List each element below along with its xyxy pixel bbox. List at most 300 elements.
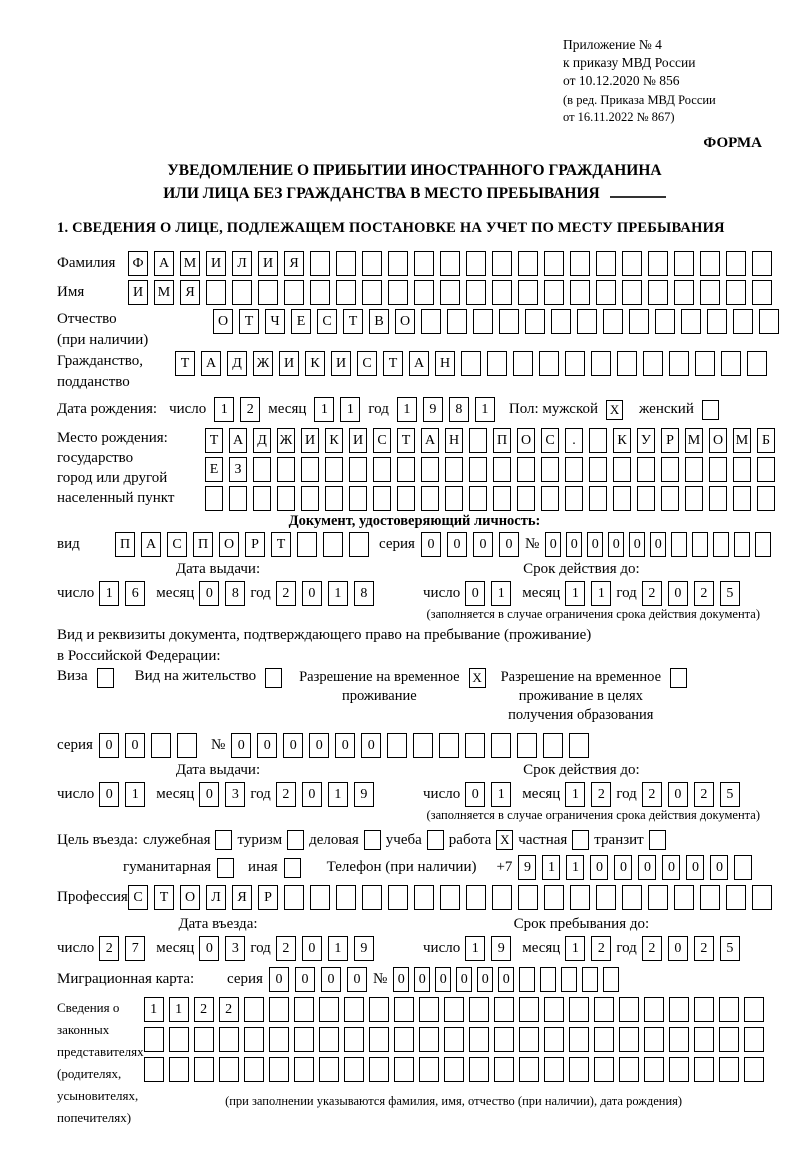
form-cell[interactable]: 2 bbox=[591, 936, 611, 961]
form-cell[interactable] bbox=[344, 997, 364, 1022]
form-cell[interactable]: 1 bbox=[491, 782, 511, 807]
form-cell[interactable] bbox=[700, 885, 720, 910]
form-cell[interactable]: С bbox=[373, 428, 391, 453]
form-cell[interactable] bbox=[344, 1057, 364, 1082]
form-cell[interactable] bbox=[258, 280, 278, 305]
form-cell[interactable]: М bbox=[733, 428, 751, 453]
form-cell[interactable]: 0 bbox=[257, 733, 277, 758]
form-cell[interactable]: С bbox=[128, 885, 148, 910]
form-cell[interactable]: О bbox=[213, 309, 233, 334]
form-cell[interactable]: 0 bbox=[309, 733, 329, 758]
form-cell[interactable]: 2 bbox=[694, 581, 714, 606]
form-cell[interactable] bbox=[310, 251, 330, 276]
checkbox-edu-permit[interactable] bbox=[670, 668, 687, 688]
form-cell[interactable] bbox=[569, 1057, 589, 1082]
form-cell[interactable] bbox=[277, 457, 295, 482]
form-cell[interactable]: 0 bbox=[302, 581, 322, 606]
form-cell[interactable] bbox=[613, 457, 631, 482]
form-cell[interactable] bbox=[544, 280, 564, 305]
form-cell[interactable]: 0 bbox=[199, 936, 219, 961]
form-cell[interactable] bbox=[269, 997, 289, 1022]
form-cell[interactable] bbox=[310, 280, 330, 305]
form-cell[interactable] bbox=[301, 486, 319, 511]
form-cell[interactable] bbox=[603, 967, 619, 992]
form-cell[interactable] bbox=[517, 733, 537, 758]
form-cell[interactable]: 3 bbox=[225, 936, 245, 961]
form-cell[interactable]: 2 bbox=[694, 936, 714, 961]
form-cell[interactable]: 1 bbox=[475, 397, 495, 422]
form-cell[interactable] bbox=[637, 457, 655, 482]
form-cell[interactable] bbox=[544, 251, 564, 276]
form-cell[interactable]: А bbox=[229, 428, 247, 453]
form-cell[interactable] bbox=[643, 351, 663, 376]
form-cell[interactable]: 1 bbox=[328, 936, 348, 961]
form-cell[interactable]: 0 bbox=[545, 532, 561, 557]
form-cell[interactable] bbox=[589, 457, 607, 482]
form-cell[interactable] bbox=[519, 1057, 539, 1082]
form-cell[interactable]: 0 bbox=[99, 782, 119, 807]
form-cell[interactable]: 0 bbox=[686, 855, 704, 880]
form-cell[interactable] bbox=[648, 885, 668, 910]
form-cell[interactable] bbox=[492, 280, 512, 305]
checkbox-female[interactable] bbox=[702, 400, 719, 420]
form-cell[interactable] bbox=[466, 280, 486, 305]
form-cell[interactable] bbox=[637, 486, 655, 511]
form-cell[interactable] bbox=[465, 733, 485, 758]
form-cell[interactable] bbox=[397, 486, 415, 511]
form-cell[interactable] bbox=[648, 280, 668, 305]
form-cell[interactable]: Т bbox=[397, 428, 415, 453]
form-cell[interactable] bbox=[565, 351, 585, 376]
form-cell[interactable]: О bbox=[395, 309, 415, 334]
checkbox-residence-permit[interactable] bbox=[265, 668, 282, 688]
form-cell[interactable]: 8 bbox=[225, 581, 245, 606]
form-cell[interactable] bbox=[362, 885, 382, 910]
form-cell[interactable] bbox=[284, 885, 304, 910]
form-cell[interactable]: К bbox=[305, 351, 325, 376]
form-cell[interactable]: 5 bbox=[720, 936, 740, 961]
form-cell[interactable] bbox=[541, 457, 559, 482]
form-cell[interactable]: 0 bbox=[498, 967, 514, 992]
form-cell[interactable]: З bbox=[229, 457, 247, 482]
form-cell[interactable]: 0 bbox=[361, 733, 381, 758]
form-cell[interactable]: 0 bbox=[447, 532, 467, 557]
form-cell[interactable]: 0 bbox=[302, 936, 322, 961]
form-cell[interactable] bbox=[447, 309, 467, 334]
form-cell[interactable] bbox=[492, 251, 512, 276]
form-cell[interactable] bbox=[493, 486, 511, 511]
form-cell[interactable]: 2 bbox=[276, 782, 296, 807]
form-cell[interactable] bbox=[419, 997, 439, 1022]
form-cell[interactable] bbox=[369, 997, 389, 1022]
form-cell[interactable]: И bbox=[279, 351, 299, 376]
form-cell[interactable] bbox=[570, 251, 590, 276]
form-cell[interactable] bbox=[734, 532, 750, 557]
form-cell[interactable] bbox=[494, 997, 514, 1022]
form-cell[interactable]: 1 bbox=[328, 581, 348, 606]
form-cell[interactable] bbox=[151, 733, 171, 758]
form-cell[interactable]: 9 bbox=[518, 855, 536, 880]
form-cell[interactable] bbox=[713, 532, 729, 557]
form-cell[interactable]: 2 bbox=[642, 936, 662, 961]
form-cell[interactable]: 0 bbox=[650, 532, 666, 557]
form-cell[interactable] bbox=[499, 309, 519, 334]
form-cell[interactable] bbox=[349, 486, 367, 511]
checkbox-visa[interactable] bbox=[97, 668, 114, 688]
form-cell[interactable] bbox=[466, 251, 486, 276]
form-cell[interactable] bbox=[622, 251, 642, 276]
form-cell[interactable]: 0 bbox=[590, 855, 608, 880]
form-cell[interactable] bbox=[394, 1057, 414, 1082]
form-cell[interactable] bbox=[565, 486, 583, 511]
form-cell[interactable]: Я bbox=[284, 251, 304, 276]
form-cell[interactable]: 0 bbox=[566, 532, 582, 557]
form-cell[interactable] bbox=[594, 1057, 614, 1082]
form-cell[interactable] bbox=[491, 733, 511, 758]
form-cell[interactable]: Т bbox=[271, 532, 291, 557]
form-cell[interactable]: 0 bbox=[302, 782, 322, 807]
form-cell[interactable] bbox=[494, 1057, 514, 1082]
form-cell[interactable]: 1 bbox=[125, 782, 145, 807]
form-cell[interactable]: 1 bbox=[314, 397, 334, 422]
form-cell[interactable] bbox=[733, 309, 753, 334]
form-cell[interactable] bbox=[394, 997, 414, 1022]
form-cell[interactable] bbox=[349, 532, 369, 557]
form-cell[interactable] bbox=[561, 967, 577, 992]
form-cell[interactable] bbox=[518, 280, 538, 305]
form-cell[interactable] bbox=[755, 532, 771, 557]
form-cell[interactable] bbox=[719, 1057, 739, 1082]
form-cell[interactable] bbox=[539, 351, 559, 376]
form-cell[interactable] bbox=[473, 309, 493, 334]
form-cell[interactable] bbox=[466, 885, 486, 910]
form-cell[interactable] bbox=[694, 1027, 714, 1052]
form-cell[interactable] bbox=[244, 1057, 264, 1082]
form-cell[interactable] bbox=[726, 280, 746, 305]
form-cell[interactable] bbox=[629, 309, 649, 334]
form-cell[interactable] bbox=[487, 351, 507, 376]
form-cell[interactable] bbox=[594, 997, 614, 1022]
form-cell[interactable] bbox=[269, 1027, 289, 1052]
form-cell[interactable]: 2 bbox=[276, 936, 296, 961]
form-cell[interactable] bbox=[589, 486, 607, 511]
form-cell[interactable] bbox=[544, 997, 564, 1022]
form-cell[interactable] bbox=[733, 457, 751, 482]
form-cell[interactable] bbox=[469, 486, 487, 511]
form-cell[interactable] bbox=[596, 885, 616, 910]
form-cell[interactable] bbox=[734, 855, 752, 880]
form-cell[interactable]: Р bbox=[661, 428, 679, 453]
form-cell[interactable] bbox=[469, 997, 489, 1022]
form-cell[interactable] bbox=[671, 532, 687, 557]
form-cell[interactable] bbox=[551, 309, 571, 334]
form-cell[interactable] bbox=[721, 351, 741, 376]
form-cell[interactable] bbox=[681, 309, 701, 334]
form-cell[interactable]: 1 bbox=[591, 581, 611, 606]
form-cell[interactable]: 0 bbox=[283, 733, 303, 758]
form-cell[interactable]: 2 bbox=[642, 581, 662, 606]
form-cell[interactable] bbox=[169, 1027, 189, 1052]
form-cell[interactable] bbox=[336, 280, 356, 305]
form-cell[interactable] bbox=[253, 457, 271, 482]
form-cell[interactable]: А bbox=[421, 428, 439, 453]
form-cell[interactable] bbox=[349, 457, 367, 482]
form-cell[interactable] bbox=[419, 1057, 439, 1082]
form-cell[interactable] bbox=[169, 1057, 189, 1082]
checkbox-transit[interactable] bbox=[649, 830, 666, 850]
form-cell[interactable] bbox=[752, 280, 772, 305]
checkbox-other[interactable] bbox=[284, 858, 301, 878]
form-cell[interactable] bbox=[297, 532, 317, 557]
form-cell[interactable] bbox=[613, 486, 631, 511]
form-cell[interactable]: И bbox=[206, 251, 226, 276]
form-cell[interactable] bbox=[726, 885, 746, 910]
form-cell[interactable]: 9 bbox=[423, 397, 443, 422]
form-cell[interactable] bbox=[469, 457, 487, 482]
form-cell[interactable]: И bbox=[128, 280, 148, 305]
form-cell[interactable] bbox=[757, 457, 775, 482]
form-cell[interactable]: 5 bbox=[720, 581, 740, 606]
checkbox-temp-permit[interactable]: X bbox=[469, 668, 486, 688]
form-cell[interactable] bbox=[569, 1027, 589, 1052]
form-cell[interactable]: 0 bbox=[477, 967, 493, 992]
form-cell[interactable] bbox=[445, 457, 463, 482]
form-cell[interactable]: Л bbox=[232, 251, 252, 276]
form-cell[interactable] bbox=[144, 1057, 164, 1082]
form-cell[interactable]: 0 bbox=[465, 581, 485, 606]
form-cell[interactable] bbox=[569, 997, 589, 1022]
form-cell[interactable] bbox=[669, 1057, 689, 1082]
form-cell[interactable] bbox=[744, 997, 764, 1022]
form-cell[interactable]: 5 bbox=[720, 782, 740, 807]
form-cell[interactable] bbox=[622, 885, 642, 910]
form-cell[interactable] bbox=[692, 532, 708, 557]
form-cell[interactable]: 1 bbox=[542, 855, 560, 880]
form-cell[interactable] bbox=[469, 428, 487, 453]
form-cell[interactable] bbox=[444, 1057, 464, 1082]
form-cell[interactable]: Н bbox=[435, 351, 455, 376]
form-cell[interactable] bbox=[700, 280, 720, 305]
form-cell[interactable]: 2 bbox=[240, 397, 260, 422]
form-cell[interactable]: Т bbox=[154, 885, 174, 910]
form-cell[interactable]: 1 bbox=[566, 855, 584, 880]
form-cell[interactable]: 2 bbox=[642, 782, 662, 807]
form-cell[interactable] bbox=[440, 251, 460, 276]
form-cell[interactable] bbox=[388, 885, 408, 910]
form-cell[interactable]: П bbox=[493, 428, 511, 453]
form-cell[interactable] bbox=[617, 351, 637, 376]
form-cell[interactable]: 0 bbox=[629, 532, 645, 557]
form-cell[interactable]: Р bbox=[245, 532, 265, 557]
form-cell[interactable]: Л bbox=[206, 885, 226, 910]
form-cell[interactable] bbox=[669, 351, 689, 376]
form-cell[interactable] bbox=[644, 997, 664, 1022]
form-cell[interactable]: 1 bbox=[169, 997, 189, 1022]
form-cell[interactable] bbox=[569, 733, 589, 758]
form-cell[interactable] bbox=[695, 351, 715, 376]
form-cell[interactable] bbox=[219, 1027, 239, 1052]
form-cell[interactable]: 1 bbox=[491, 581, 511, 606]
form-cell[interactable] bbox=[519, 997, 539, 1022]
form-cell[interactable] bbox=[336, 251, 356, 276]
form-cell[interactable]: О bbox=[517, 428, 535, 453]
form-cell[interactable]: М bbox=[154, 280, 174, 305]
form-cell[interactable] bbox=[244, 1027, 264, 1052]
form-cell[interactable]: 0 bbox=[456, 967, 472, 992]
checkbox-business[interactable] bbox=[364, 830, 381, 850]
form-cell[interactable] bbox=[421, 309, 441, 334]
form-cell[interactable]: И bbox=[331, 351, 351, 376]
form-cell[interactable] bbox=[543, 733, 563, 758]
form-cell[interactable] bbox=[619, 1027, 639, 1052]
form-cell[interactable] bbox=[685, 486, 703, 511]
form-cell[interactable] bbox=[544, 1057, 564, 1082]
checkbox-male[interactable]: X bbox=[606, 400, 623, 420]
form-cell[interactable] bbox=[461, 351, 481, 376]
form-cell[interactable] bbox=[540, 967, 556, 992]
form-cell[interactable]: 1 bbox=[397, 397, 417, 422]
form-cell[interactable]: 0 bbox=[321, 967, 341, 992]
form-cell[interactable]: Т bbox=[239, 309, 259, 334]
form-cell[interactable] bbox=[541, 486, 559, 511]
form-cell[interactable] bbox=[544, 1027, 564, 1052]
form-cell[interactable] bbox=[414, 885, 434, 910]
form-cell[interactable]: Ф bbox=[128, 251, 148, 276]
form-cell[interactable]: Д bbox=[253, 428, 271, 453]
form-cell[interactable] bbox=[644, 1027, 664, 1052]
form-cell[interactable] bbox=[362, 251, 382, 276]
form-cell[interactable] bbox=[469, 1027, 489, 1052]
form-cell[interactable]: 0 bbox=[614, 855, 632, 880]
form-cell[interactable] bbox=[744, 1057, 764, 1082]
form-cell[interactable] bbox=[661, 457, 679, 482]
form-cell[interactable]: 0 bbox=[295, 967, 315, 992]
form-cell[interactable] bbox=[253, 486, 271, 511]
form-cell[interactable]: Ж bbox=[277, 428, 295, 453]
form-cell[interactable] bbox=[719, 1027, 739, 1052]
form-cell[interactable]: 2 bbox=[694, 782, 714, 807]
form-cell[interactable]: 0 bbox=[473, 532, 493, 557]
form-cell[interactable] bbox=[603, 309, 623, 334]
form-cell[interactable] bbox=[519, 967, 535, 992]
form-cell[interactable] bbox=[519, 1027, 539, 1052]
form-cell[interactable] bbox=[759, 309, 779, 334]
form-cell[interactable]: 0 bbox=[465, 782, 485, 807]
form-cell[interactable] bbox=[591, 351, 611, 376]
form-cell[interactable] bbox=[319, 1027, 339, 1052]
form-cell[interactable] bbox=[244, 997, 264, 1022]
form-cell[interactable] bbox=[589, 428, 607, 453]
form-cell[interactable] bbox=[517, 486, 535, 511]
form-cell[interactable]: Ч bbox=[265, 309, 285, 334]
form-cell[interactable] bbox=[674, 280, 694, 305]
form-cell[interactable] bbox=[362, 280, 382, 305]
form-cell[interactable] bbox=[694, 997, 714, 1022]
form-cell[interactable]: С bbox=[167, 532, 187, 557]
form-cell[interactable] bbox=[336, 885, 356, 910]
form-cell[interactable] bbox=[596, 251, 616, 276]
form-cell[interactable] bbox=[752, 885, 772, 910]
form-cell[interactable] bbox=[494, 1027, 514, 1052]
form-cell[interactable] bbox=[525, 309, 545, 334]
form-cell[interactable] bbox=[492, 885, 512, 910]
form-cell[interactable] bbox=[373, 486, 391, 511]
form-cell[interactable]: 1 bbox=[144, 997, 164, 1022]
form-cell[interactable]: 2 bbox=[219, 997, 239, 1022]
form-cell[interactable] bbox=[518, 885, 538, 910]
form-cell[interactable]: 1 bbox=[565, 581, 585, 606]
form-cell[interactable] bbox=[444, 1027, 464, 1052]
form-cell[interactable] bbox=[232, 280, 252, 305]
form-cell[interactable]: 2 bbox=[194, 997, 214, 1022]
form-cell[interactable] bbox=[469, 1057, 489, 1082]
form-cell[interactable] bbox=[413, 733, 433, 758]
form-cell[interactable]: 7 bbox=[125, 936, 145, 961]
form-cell[interactable]: М bbox=[685, 428, 703, 453]
form-cell[interactable]: 1 bbox=[465, 936, 485, 961]
form-cell[interactable]: 0 bbox=[662, 855, 680, 880]
form-cell[interactable]: А bbox=[409, 351, 429, 376]
checkbox-private[interactable] bbox=[572, 830, 589, 850]
form-cell[interactable]: 0 bbox=[668, 581, 688, 606]
form-cell[interactable]: 0 bbox=[125, 733, 145, 758]
form-cell[interactable] bbox=[655, 309, 675, 334]
form-cell[interactable]: 0 bbox=[668, 936, 688, 961]
form-cell[interactable]: А bbox=[141, 532, 161, 557]
form-cell[interactable]: И bbox=[301, 428, 319, 453]
form-cell[interactable] bbox=[619, 997, 639, 1022]
form-cell[interactable]: 2 bbox=[99, 936, 119, 961]
form-cell[interactable] bbox=[513, 351, 533, 376]
form-cell[interactable]: 1 bbox=[340, 397, 360, 422]
form-cell[interactable] bbox=[319, 1057, 339, 1082]
form-cell[interactable] bbox=[277, 486, 295, 511]
form-cell[interactable] bbox=[707, 309, 727, 334]
form-cell[interactable] bbox=[294, 997, 314, 1022]
form-cell[interactable]: Я bbox=[180, 280, 200, 305]
form-cell[interactable] bbox=[622, 280, 642, 305]
form-cell[interactable]: Ж bbox=[253, 351, 273, 376]
form-cell[interactable]: 0 bbox=[335, 733, 355, 758]
form-cell[interactable]: О bbox=[219, 532, 239, 557]
form-cell[interactable] bbox=[544, 885, 564, 910]
form-cell[interactable]: П bbox=[193, 532, 213, 557]
form-cell[interactable] bbox=[577, 309, 597, 334]
form-cell[interactable] bbox=[565, 457, 583, 482]
form-cell[interactable] bbox=[444, 997, 464, 1022]
form-cell[interactable] bbox=[325, 457, 343, 482]
form-cell[interactable] bbox=[744, 1027, 764, 1052]
form-cell[interactable] bbox=[194, 1027, 214, 1052]
form-cell[interactable]: Д bbox=[227, 351, 247, 376]
form-cell[interactable]: С bbox=[317, 309, 337, 334]
form-cell[interactable]: 0 bbox=[435, 967, 451, 992]
form-cell[interactable]: 0 bbox=[710, 855, 728, 880]
form-cell[interactable] bbox=[648, 251, 668, 276]
form-cell[interactable] bbox=[206, 280, 226, 305]
form-cell[interactable] bbox=[669, 1027, 689, 1052]
form-cell[interactable] bbox=[619, 1057, 639, 1082]
form-cell[interactable] bbox=[570, 885, 590, 910]
form-cell[interactable] bbox=[294, 1057, 314, 1082]
form-cell[interactable]: И bbox=[258, 251, 278, 276]
form-cell[interactable] bbox=[419, 1027, 439, 1052]
checkbox-tourism[interactable] bbox=[287, 830, 304, 850]
form-cell[interactable] bbox=[518, 251, 538, 276]
form-cell[interactable]: 0 bbox=[668, 782, 688, 807]
form-cell[interactable] bbox=[596, 280, 616, 305]
form-cell[interactable]: С bbox=[541, 428, 559, 453]
